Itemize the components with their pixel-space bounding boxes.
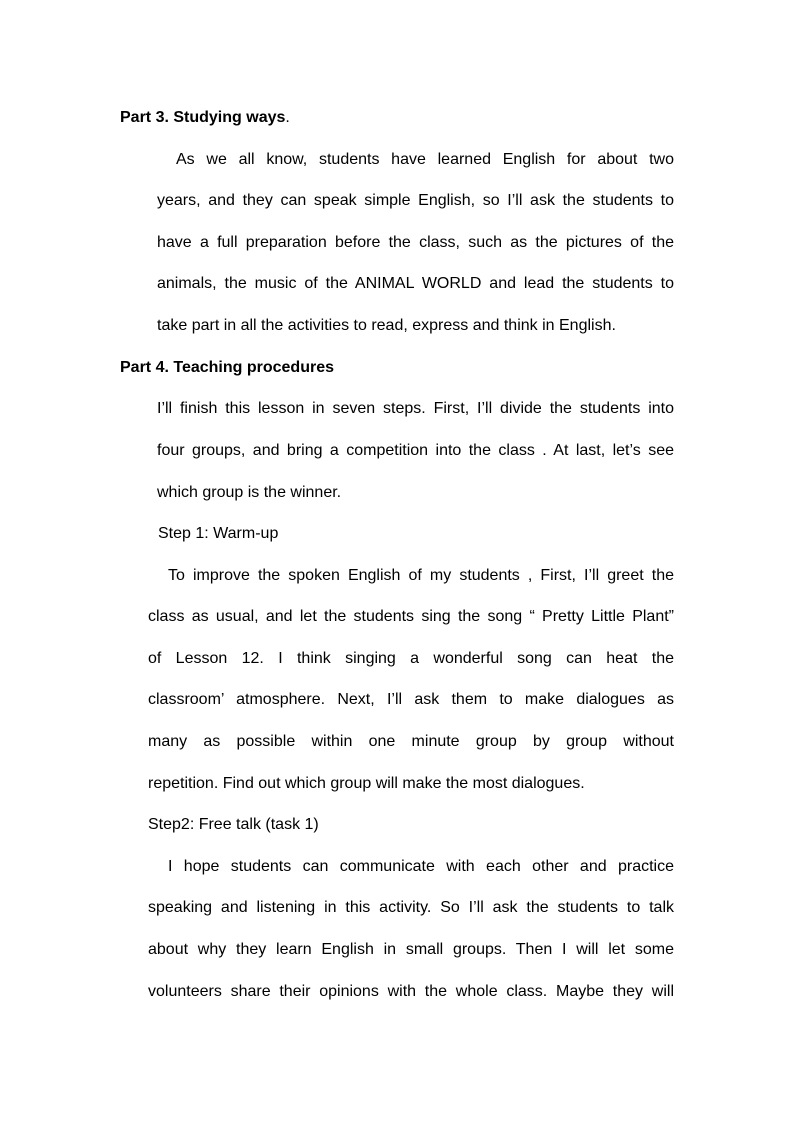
part3-line-1: As we all know, students have learned English for about two (176, 151, 674, 168)
step2-line-2: speaking and listening in this activity. So I’ll ask the students to talk (148, 899, 674, 916)
part4-intro-line-2: four groups, and bring a competition into the class . At last, let’s see (157, 442, 674, 459)
part3-heading-period: . (285, 109, 290, 126)
part3-heading-text: Part 3. Studying ways (120, 109, 286, 126)
part3-line-2: years, and they can speak simple English, so I’ll ask the students to (157, 192, 674, 209)
step2-line-3: about why they learn English in small groups. Then I will let some (148, 941, 674, 958)
step1-line-1: To improve the spoken English of my students , First, I’ll greet the (168, 567, 674, 584)
step2-line-1: I hope students can communicate with each other and practice (168, 858, 674, 875)
step1-line-3: of Lesson 12. I think singing a wonderful song can heat the (148, 650, 674, 667)
part3-line-5: take part in all the activities to read, express and think in English. (157, 317, 616, 334)
part3-line-4: animals, the music of the ANIMAL WORLD and lead the students to (157, 275, 674, 292)
step1-line-5: many as possible within one minute group by group without (148, 733, 674, 750)
step1-title: Step 1: Warm-up (158, 525, 279, 542)
part4-heading: Part 4. Teaching procedures (120, 359, 334, 376)
part3-heading (120, 108, 290, 128)
step1-line-6: repetition. Find out which group will make the most dialogues. (148, 775, 585, 792)
step2-line-4: volunteers share their opinions with the whole class. Maybe they will (148, 983, 674, 1000)
step1-line-4: classroom’ atmosphere. Next, I’ll ask them to make dialogues as (148, 691, 674, 708)
part3-line-3: have a full preparation before the class, such as the pictures of the (157, 234, 674, 251)
part4-intro-line-3: which group is the winner. (157, 484, 342, 501)
step2-title: Step2: Free talk (task 1) (148, 816, 319, 833)
step1-line-2: class as usual, and let the students sing the song “ Pretty Little Plant” (148, 608, 674, 625)
part4-intro-line-1: I’ll finish this lesson in seven steps. First, I’ll divide the students into (157, 400, 674, 417)
